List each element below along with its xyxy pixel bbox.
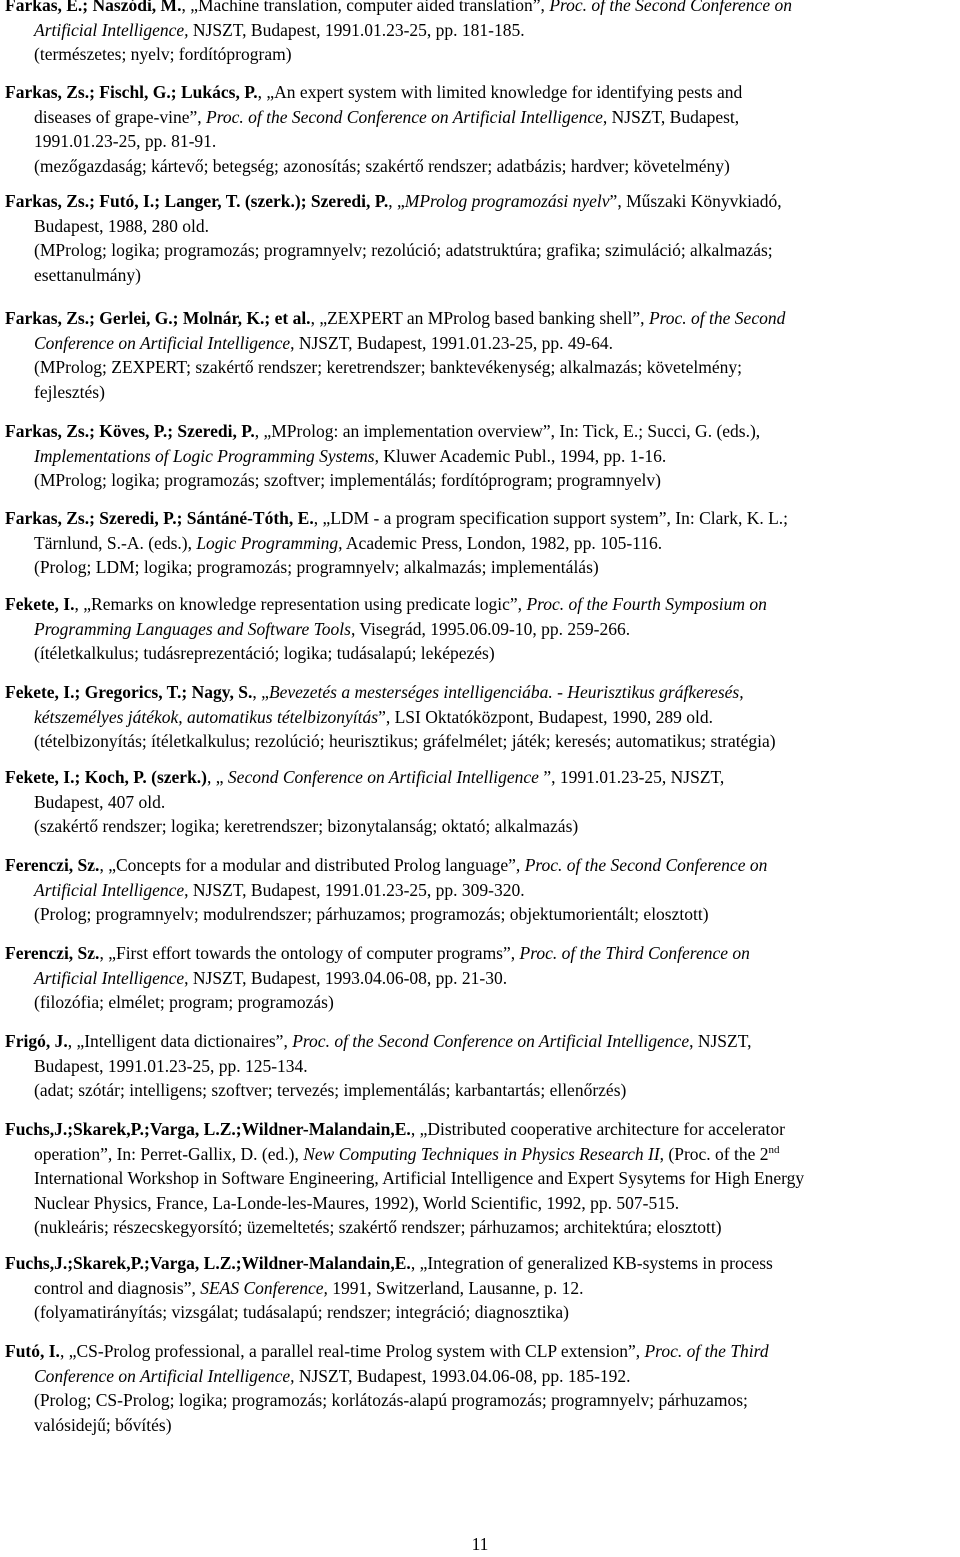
italic-title: Implementations of Logic Programming Systems: [34, 445, 375, 466]
entry-citation-line: [5, 0, 960, 18]
citation-text: diseases of grape-vine”,: [34, 106, 207, 127]
citation-text: (adat; szótár; intelligens; szoftver; tervezés; implementálás; karbantartás; ellenőrzés): [34, 1080, 627, 1100]
author-names: Ferenczi, Sz.: [5, 943, 100, 963]
italic-title: Bevezetés a mesterséges intelligenciába. - Heurisztikus gráfkeresés,: [268, 682, 744, 702]
citation-text: esettanulmány): [34, 264, 141, 285]
citation-text: , Visegrád, 1995.06.09-10, pp. 259-266.: [350, 618, 631, 639]
entry-citation-line: [5, 1029, 960, 1054]
citation-text: , „MProlog: an implementation overview”, In: Tick, E.; Succi, G. (eds.),: [254, 421, 761, 441]
entry-citation-line: [5, 941, 960, 966]
citation-text: operation”, In: Perret-Gallix, D. (ed.),: [34, 1143, 304, 1164]
entry-continuation-line: [5, 555, 960, 580]
author-names: Fekete, I.; Koch, P. (szerk.): [5, 767, 208, 787]
italic-title: Proc. of the Third Conference on: [519, 943, 750, 963]
entry-continuation-line: [5, 1276, 960, 1301]
entry-continuation-line: [5, 617, 960, 642]
citation-text: , NJSZT, Budapest,: [602, 106, 740, 127]
entry-continuation-line: [5, 641, 960, 666]
citation-text: NJSZT, Budapest, 1991.01.23-25, pp. 181-185.: [188, 19, 525, 40]
citation-text: ”, LSI Oktatóközpont, Budapest, 1990, 289 old.: [378, 706, 713, 727]
entry-continuation-line: [5, 705, 960, 730]
entry-continuation-line: [5, 1142, 960, 1167]
italic-title: Conference on Artificial Intelligence,: [34, 1365, 295, 1386]
citation-text: 1991.01.23-25, pp. 81-91.: [34, 131, 217, 151]
entry-citation-line: [5, 592, 960, 617]
bibliography-entry: [5, 1251, 960, 1325]
citation-text: , „LDM - a program specification support system”, In: Clark, K. L.;: [313, 508, 789, 528]
author-names: Farkas, Zs.; Szeredi, P.; Sántáné-Tóth, E.: [5, 508, 314, 528]
italic-title: Artificial Intelligence,: [34, 19, 189, 40]
bibliography-entry: [5, 419, 960, 493]
citation-text: , „Concepts for a modular and distributed Prolog language”,: [99, 855, 525, 875]
citation-text: , „An expert system with limited knowledge for identifying pests and: [257, 82, 743, 102]
entry-continuation-line: [5, 42, 960, 67]
page-number: 11: [471, 1534, 489, 1554]
entry-citation-line: [5, 853, 960, 878]
italic-title: Second Conference on Artificial Intelligence: [227, 767, 539, 787]
author-names: Farkas, Zs.; Futó, I.; Langer, T. (szerk.); Szeredi, P.: [5, 191, 389, 211]
entry-continuation-line: [5, 1054, 960, 1079]
entry-continuation-line: [5, 468, 960, 493]
citation-text: 1991, Switzerland, Lausanne, p. 12.: [327, 1277, 584, 1298]
citation-text: , NJSZT, Budapest, 1993.04.06-08, pp. 21-30.: [184, 967, 508, 988]
entry-citation-line: [5, 419, 960, 444]
entry-citation-line: [5, 680, 960, 705]
entry-continuation-line: [5, 902, 960, 927]
entry-continuation-line: [5, 790, 960, 815]
citation-text: (mezőgazdaság; kártevő; betegség; azonosítás; szakértő rendszer; adatbázis; hardver; követelmény): [34, 155, 730, 176]
author-names: Ferenczi, Sz.: [5, 855, 100, 875]
entry-continuation-line: [5, 380, 960, 405]
entry-continuation-line: [5, 444, 960, 469]
entry-continuation-line: [5, 154, 960, 179]
citation-text: (tételbizonyítás; ítéletkalkulus; rezolúció; heurisztikus; gráfelmélet; játék; keresés; automatikus; stratégia): [34, 731, 776, 751]
bibliography-entry: [5, 0, 960, 67]
citation-text: (filozófia; elmélet; program; programozás): [34, 992, 334, 1012]
entry-continuation-line: [5, 729, 960, 754]
citation-text: Tärnlund, S.-A. (eds.),: [34, 532, 197, 553]
citation-text: , „: [252, 682, 269, 702]
entry-continuation-line: [5, 1078, 960, 1103]
citation-text: control and diagnosis”,: [34, 1277, 201, 1298]
citation-text: (szakértő rendszer; logika; keretrendszer; bizonytalanság; oktató; alkalmazás): [34, 816, 579, 836]
entry-citation-line: [5, 506, 960, 531]
entry-citation-line: [5, 306, 960, 331]
author-names: Farkas, Zs.; Fischl, G.; Lukács, P.: [5, 82, 258, 102]
citation-text: , „: [207, 767, 228, 787]
entry-continuation-line: [5, 1388, 960, 1413]
author-names: Futó, I.: [5, 1341, 60, 1361]
entry-continuation-line: [5, 1166, 960, 1191]
citation-text: valósidejű; bővítés): [34, 1414, 172, 1435]
bibliography-entry: [5, 592, 960, 666]
citation-text: , „Machine translation, computer aided translation”,: [181, 0, 550, 15]
italic-title: Proc. of the Fourth Symposium on: [526, 594, 767, 614]
citation-text: , Kluwer Academic Publ., 1994, pp. 1-16.: [374, 445, 667, 466]
entry-continuation-line: [5, 1191, 960, 1216]
italic-title: kétszemélyes játékok, automatikus tételbizonyítás: [34, 706, 379, 727]
italic-title: Programming Languages and Software Tools: [34, 618, 351, 639]
author-names: Farkas, Zs.; Gerlei, G.; Molnár, K.; et al.: [5, 308, 311, 328]
entry-citation-line: [5, 765, 960, 790]
entry-continuation-line: [5, 263, 960, 288]
citation-text: , NJSZT, Budapest, 1991.01.23-25, pp. 309-320.: [184, 879, 525, 900]
entry-citation-line: [5, 1339, 960, 1364]
italic-title: Logic Programming,: [196, 532, 343, 553]
entry-continuation-line: [5, 1413, 960, 1438]
author-names: Farkas, Zs.; Köves, P.; Szeredi, P.: [5, 421, 255, 441]
bibliography-entry: [5, 680, 960, 754]
italic-title: Proc. of the Second: [648, 308, 786, 328]
bibliography-entry: [5, 765, 960, 839]
citation-text: (ítéletkalkulus; tudásreprezentáció; logika; tudásalapú; leképezés): [34, 643, 495, 663]
entry-continuation-line: [5, 814, 960, 839]
entry-continuation-line: [5, 355, 960, 380]
entry-continuation-line: [5, 1215, 960, 1240]
entry-continuation-line: [5, 990, 960, 1015]
entry-citation-line: [5, 80, 960, 105]
citation-text: (MProlog; logika; programozás; programnyelv; rezolúció; adatstruktúra; grafika; szimuláció; alkalmazás;: [34, 240, 773, 260]
bibliography-entry: [5, 306, 960, 404]
citation-text: International Workshop in Software Engineering, Artificial Intelligence and Expert Sysytems for High Energy: [34, 1168, 805, 1188]
citation-text: , „Intelligent data dictionaires”,: [67, 1031, 293, 1051]
entry-continuation-line: [5, 1364, 960, 1389]
citation-text: , „First effort towards the ontology of computer programs”,: [99, 943, 520, 963]
author-names: Fuchs,J.;Skarek,P.;Varga, L.Z.;Wildner-Malandain,E.: [5, 1119, 411, 1139]
citation-text: (folyamatirányítás; vizsgálat; tudásalapú; rendszer; integráció; diagnosztika): [34, 1302, 570, 1322]
entry-continuation-line: [5, 878, 960, 903]
italic-title: Artificial Intelligence: [34, 967, 185, 988]
citation-text: (nukleáris; részecskegyorsító; üzemeltetés; szakértő rendszer; párhuzamos; architektúra; elosztott): [34, 1217, 722, 1237]
italic-title: New Computing Techniques in Physics Research II: [303, 1143, 660, 1164]
citation-text: , NJSZT,: [689, 1031, 752, 1051]
entry-continuation-line: [5, 18, 960, 43]
entry-citation-line: [5, 189, 960, 214]
citation-text: Budapest, 407 old.: [34, 791, 166, 812]
author-names: Frigó, J.: [5, 1031, 68, 1051]
citation-text: , „: [388, 191, 405, 211]
bibliography-entry: [5, 853, 960, 927]
italic-title: SEAS Conference,: [200, 1277, 328, 1298]
citation-text: Budapest, 1988, 280 old.: [34, 215, 209, 236]
citation-text: , „Distributed cooperative architecture for accelerator: [410, 1119, 785, 1139]
citation-text: Academic Press, London, 1982, pp. 105-116.: [342, 532, 663, 553]
italic-title: Proc. of the Second Conference on Artificial Intelligence: [206, 106, 603, 127]
bibliography-entry: [5, 1117, 960, 1240]
citation-text: (MProlog; ZEXPERT; szakértő rendszer; keretrendszer; banktevékenység; alkalmazás; követelmény;: [34, 357, 742, 377]
superscript: nd: [768, 1143, 780, 1156]
entry-continuation-line: [5, 214, 960, 239]
citation-text: , „CS-Prolog professional, a parallel real-time Prolog system with CLP extension”,: [59, 1341, 645, 1361]
citation-text: , „Remarks on knowledge representation using predicate logic”,: [74, 594, 527, 614]
italic-title: Proc. of the Second Conference on Artificial Intelligence: [292, 1031, 690, 1051]
citation-text: ”, 1991.01.23-25, NJSZT,: [538, 767, 725, 787]
italic-title: Artificial Intelligence: [34, 879, 185, 900]
author-names: Fekete, I.; Gregorics, T.; Nagy, S.: [5, 682, 253, 702]
citation-text: Budapest, 1991.01.23-25, pp. 125-134.: [34, 1055, 308, 1076]
bibliography-entry: [5, 1339, 960, 1437]
entry-continuation-line: [5, 966, 960, 991]
bibliography-entry: [5, 189, 960, 287]
citation-text: , (Proc. of the 2: [659, 1143, 769, 1164]
citation-text: , NJSZT, Budapest, 1991.01.23-25, pp. 49-64.: [290, 332, 614, 353]
citation-text: fejlesztés): [34, 381, 105, 402]
entry-continuation-line: [5, 531, 960, 556]
entry-citation-line: [5, 1117, 960, 1142]
citation-text: (Prolog; programnyelv; modulrendszer; párhuzamos; programozás; objektumorientált; elosztott): [34, 904, 709, 924]
author-names: Farkas, E.; Naszódi, M.: [5, 0, 182, 15]
italic-title: MProlog programozási nyelv: [404, 191, 610, 211]
bibliography-entry: [5, 80, 960, 178]
citation-text: (természetes; nyelv; fordítóprogram): [34, 44, 292, 64]
citation-text: ”, Műszaki Könyvkiadó,: [609, 191, 782, 211]
citation-text: Nuclear Physics, France, La-Londe-les-Maures, 1992), World Scientific, 1992, pp. 507-515.: [34, 1192, 680, 1213]
citation-text: (MProlog; logika; programozás; szoftver; implementálás; fordítóprogram; programnyelv): [34, 470, 661, 490]
entry-continuation-line: [5, 129, 960, 154]
entry-continuation-line: [5, 331, 960, 356]
italic-title: Proc. of the Second Conference on: [524, 855, 768, 875]
italic-title: Proc. of the Third: [644, 1341, 769, 1361]
bibliography-entry: [5, 506, 960, 580]
citation-text: NJSZT, Budapest, 1993.04.06-08, pp. 185-192.: [294, 1365, 631, 1386]
citation-text: , „ZEXPERT an MProlog based banking shell”,: [310, 308, 649, 328]
italic-title: Proc. of the Second Conference on: [549, 0, 792, 15]
entry-continuation-line: [5, 105, 960, 130]
bibliography-entry: [5, 941, 960, 1015]
italic-title: Conference on Artificial Intelligence: [34, 332, 291, 353]
citation-text: (Prolog; CS-Prolog; logika; programozás; korlátozás-alapú programozás; programnyelv; párhuzamos;: [34, 1390, 748, 1410]
citation-text: , „Integration of generalized KB-systems in process: [410, 1253, 773, 1273]
bibliography-entry: [5, 1029, 960, 1103]
entry-continuation-line: [5, 238, 960, 263]
author-names: Fuchs,J.;Skarek,P.;Varga, L.Z.;Wildner-Malandain,E.: [5, 1253, 411, 1273]
author-names: Fekete, I.: [5, 594, 75, 614]
entry-citation-line: [5, 1251, 960, 1276]
entry-continuation-line: [5, 1300, 960, 1325]
citation-text: (Prolog; LDM; logika; programozás; programnyelv; alkalmazás; implementálás): [34, 557, 599, 577]
